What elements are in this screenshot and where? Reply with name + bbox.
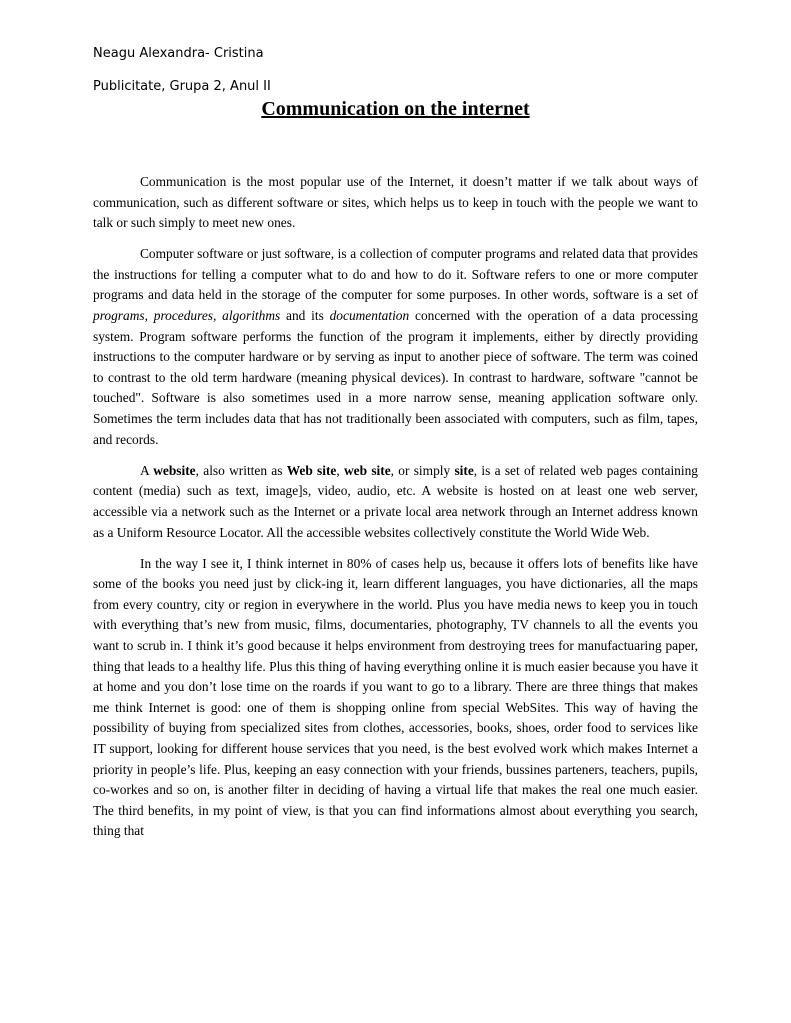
text-run: and its bbox=[280, 308, 330, 324]
text-run: , is a set of related web pages containing content (media) such as text, image]s, video, audio, etc. A website is hosted on at least one web server, accessible via a network such as the Internet or a private local area network through an Internet address known as a Uniform Resource Locator. All the accessible websites collectively constitute the World Wide Web. bbox=[93, 462, 698, 540]
italic-term: algorithms bbox=[222, 308, 281, 324]
paragraph-website bbox=[93, 461, 698, 543]
text-run: concerned with the operation of a data processing system. Program software performs the function of the program it implements, either by directly providing instructions to the computer hardware or by serving as input to another piece of software. The term was coined to contrast to the old term hardware (meaning physical devices). In contrast to hardware, software "cannot be touched". Software is also sometimes used in a more narrow sense, meaning application software only. Sometimes the term includes data that has not traditionally been associated with computers, such as film, tapes, and records. bbox=[93, 308, 699, 447]
paragraph-communication: Communication is the most popular use of the Internet, it doesn’t matter if we talk about ways of communication, such as different software or sites, which helps us to keep in touch with the people we want to talk or such simply to meet new ones. bbox=[93, 174, 698, 231]
text-run: , bbox=[336, 462, 344, 478]
text-run: A bbox=[140, 462, 154, 478]
author-name: Neagu Alexandra- Cristina bbox=[93, 46, 264, 61]
document-body bbox=[93, 172, 698, 852]
bold-term: site bbox=[454, 462, 474, 478]
bold-term: Web site bbox=[286, 462, 337, 478]
class-info: Publicitate, Grupa 2, Anul II bbox=[93, 79, 271, 94]
document-title: Communication on the internet bbox=[261, 98, 530, 120]
text-run: Computer software or just software, is a collection of computer programs and related data that provides the instructions for telling a computer what to do and how to do it. Software refers to one or more computer programs and data held in the storage of the computer for some purposes. In other words, software is a set of bbox=[93, 246, 698, 303]
italic-term: programs, bbox=[93, 308, 148, 324]
paragraph-opinion: In the way I see it, I think internet in 80% of cases help us, because it offers lots of benefits like have some of the books you need just by click-ing it, learn different languages, you have dictionaries, all the maps from every country, city or region in everywhere in the world. Plus you have media news to keep you in touch with everything that’s new from music, films, documentaries, photography, TV channels to all the events you want to scrub in. I think it’s good because it helps environment from destroying trees for manufactuaring paper, thing that leads to a healthy life. Plus this thing of having everything online it is much easier because you have it at home and you don’t lose time on the roards if you want to go to a library. There are three things that makes me think Internet is good: one of them is shopping online from special WebSites. This way of having the possibility of buying from specialized sites from clothes, accessories, books, shoes, order food to services like IT support, looking for different house services that you need, is the best evolved work which makes Internet a priority in people’s life. Plus, keeping an easy connection with your friends, bussines parteners, teachers, pupils, co-workes and so on, is another filter in deciding of having a virtual life that makes the real one much easier. The third benefits, in my point of view, is that you can find informations almost about everything you search, thing that bbox=[93, 555, 698, 839]
bold-term: web site bbox=[344, 462, 391, 478]
paragraph-software bbox=[93, 244, 698, 450]
text-run: , also written as bbox=[195, 462, 287, 478]
bold-term: website bbox=[153, 462, 196, 478]
text-run: , or simply bbox=[390, 462, 455, 478]
italic-term: documentation bbox=[329, 308, 410, 324]
italic-term: procedures, bbox=[153, 308, 217, 324]
